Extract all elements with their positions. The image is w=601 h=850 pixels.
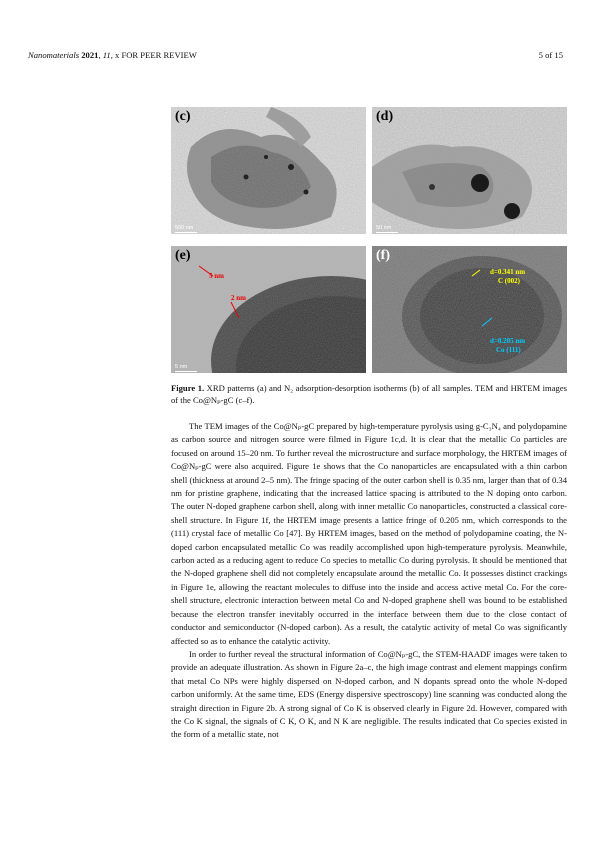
panel-e-scale-bar: 5 nm (175, 364, 188, 370)
panel-f-annotation-d-0341: d=0.341 nm (490, 268, 526, 276)
panel-e-annotation-5nm: 5 nm (209, 272, 224, 280)
panel-f-hrtem-image (372, 246, 567, 373)
panel-d-scale-bar: 50 nm (376, 225, 392, 231)
journal-year: 2021 (81, 50, 99, 60)
figure-caption (171, 382, 567, 407)
panel-f-annotation-c002: C (002) (498, 277, 520, 285)
journal-rest: , x FOR PEER REVIEW (110, 50, 197, 60)
panel-e-label: (e) (175, 248, 191, 263)
caption-text: XRD patterns (a) and N₂ adsorption-desorption isotherms (b) of all samples. TEM and HRTEM images of the Co@Nₚ-gC (c–f). (171, 383, 567, 406)
panel-d-tem-image (372, 107, 567, 234)
paragraph-1: The TEM images of the Co@Nₚ-gC prepared by high-temperature pyrolysis using g-C₃N₄ and polydopamine as carbon source and nitrogen source were filmed in Figure 1c,d. It is clear that the metallic Co particles are focused on around 15–20 nm. To further reveal the microstructure and surface morphology, the HRTEM images of Co@Nₚ-gC were also acquired. Figure 1e shows that the Co nanoparticles are encapsulated with a thin carbon shell (thickness at around 2–5 nm). The fringe spacing of the outer carbon shell is 0.35 nm, larger than that of 0.34 nm for pristine graphene, indicating that the increased lattice spacing is attributed to the N doping onto carbon. The outer N-doped graphene carbon shell, along with inner metallic Co nanoparticles, constructed a classical core-shell structure. In Figure 1f, the HRTEM image presents a lattice fringe of 0.205 nm, which corresponds to the (111) crystal face of metallic Co [47]. By HRTEM images, based on the method of polydopamine coating, the N-doped carbon encapsulated metallic Co was readily accomplished upon high-temperature pyrolysis. Meanwhile, carbon acted as a reducing agent to reduce Co species to metallic Co during pyrolysis. It should be mentioned that the N-doped graphene shell did not completely encapsulate around the metallic Co. It possesses distinct crackings in Figure 1e, allowing the reactant molecules to diffuse into the inside and access active metal Co. For the core-shell structure, electronic interaction between metal Co and N-doped graphene shell was bound to be established because the electron transfer inevitably occurred in the interface between them due to the close contact of conductor and semiconductor (N-doped carbon). As a result, the catalytic activity of metal Co was significantly affected so as to enhance the catalytic activity. (171, 421, 567, 646)
panel-e-hrtem-image (171, 246, 366, 373)
caption-label: Figure 1. (171, 383, 205, 393)
panel-e-annotation-2nm: 2 nm (231, 294, 246, 302)
body-text (171, 420, 567, 742)
journal-name: Nanomaterials (28, 50, 80, 60)
panel-f-annotation-d-0205: d=0.205 nm (490, 337, 526, 345)
panel-c-tem-image (171, 107, 366, 234)
panel-d-label: (d) (376, 109, 394, 124)
page-number: 5 of 15 (538, 50, 563, 60)
panel-c-scale-bar: 500 nm (175, 225, 194, 231)
figure-1 (171, 107, 567, 375)
journal-citation: Nanomaterials 2021, 11, x FOR PEER REVIEW (28, 50, 197, 60)
page-header (28, 50, 563, 60)
panel-f-annotation-co111: Co (111) (496, 346, 521, 354)
journal-volume: 11 (102, 50, 111, 60)
panel-f-label: (f) (376, 248, 390, 263)
panel-c-label: (c) (175, 109, 191, 124)
paragraph-2: In order to further reveal the structural information of Co@Nₚ-gC, the STEM-HAADF images were taken to provide an adequate illustration. As shown in Figure 2a–c, the high image contrast and element mappings confirm that metal Co NPs were highly dispersed on N-doped carbon, and N dopants spread onto the whole N-doped carbon uniformly. At the same time, EDS (Energy dispersive spectroscopy) line scanning was conducted along the straight direction in Figure 2b. A strong signal of Co K is observed clearly in Figure 2d. However, compared with the Co K signal, the signals of C K, O K, and N K are negligible. The results indicated that Co species existed in the form of a metallic state, not (171, 648, 567, 740)
